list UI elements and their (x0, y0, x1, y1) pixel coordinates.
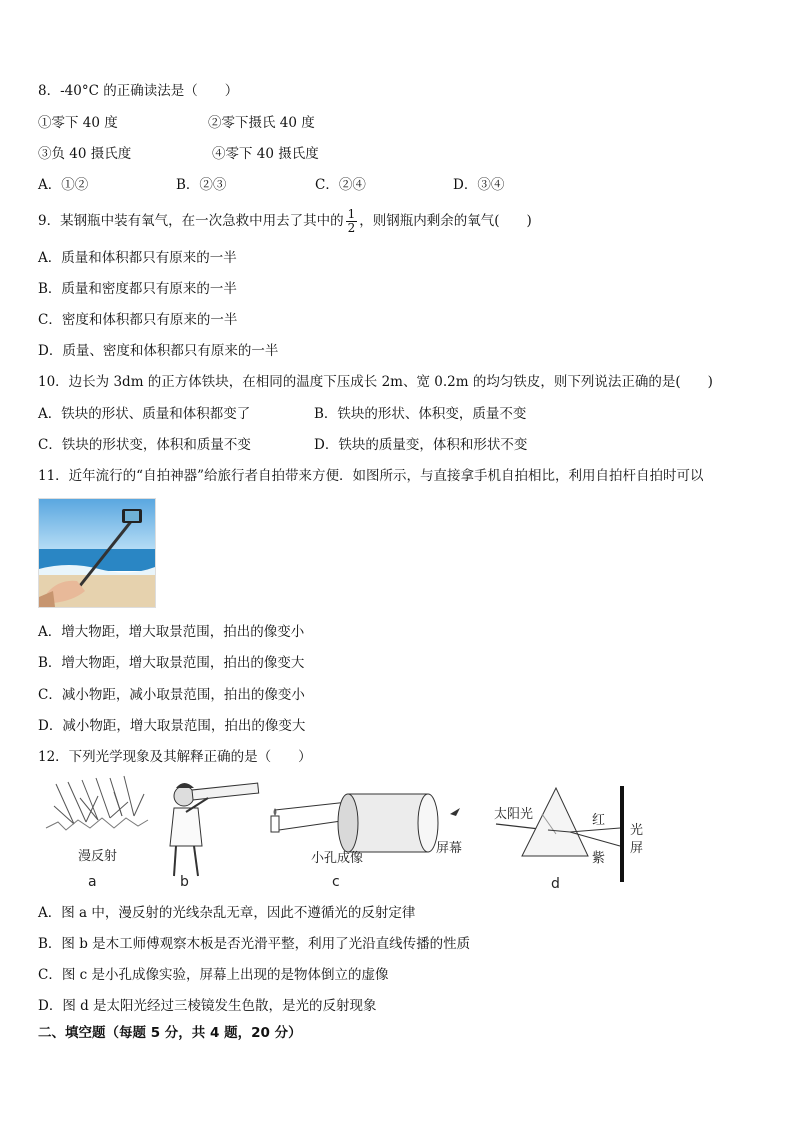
q8-item-2: ②零下摄氏 40 度 (208, 115, 315, 131)
figure-a-diffuse-reflection (46, 776, 148, 890)
q8-option-a: A．①② (38, 177, 89, 193)
label-letter-b: b (180, 874, 189, 890)
q8-item-1: ①零下 40 度 (38, 115, 118, 131)
label-red: 红 (592, 813, 606, 828)
figure-d-prism (494, 786, 643, 892)
label-letter-c: c (332, 874, 340, 890)
label-pinhole-imaging: 小孔成像 (311, 851, 364, 866)
q9-stem-after: ，则钢瓶内剩余的氧气( ) (359, 213, 532, 229)
q12-stem: 12．下列光学现象及其解释正确的是（ ） (38, 749, 312, 765)
q8-stem: 8．-40°C 的正确读法是（ ） (38, 83, 239, 99)
q8-item-4: ④零下 40 摄氏度 (212, 146, 319, 162)
label-letter-a: a (88, 874, 97, 890)
q12-option-c: C．图 c 是小孔成像实验，屏幕上出现的是物体倒立的虚像 (38, 967, 389, 983)
q9-option-c: C．密度和体积都只有原来的一半 (38, 312, 238, 328)
q10-option-d: D．铁块的质量变，体积和形状不变 (314, 437, 528, 453)
q8-option-b: B．②③ (176, 177, 227, 193)
label-diffuse-reflection: 漫反射 (78, 849, 118, 864)
q10-option-b: B．铁块的形状、体积变，质量不变 (314, 406, 527, 422)
q9-stem-before: 9．某钢瓶中装有氧气，在一次急救中用去了其中的 (38, 213, 344, 229)
q10-option-c: C．铁块的形状变，体积和质量不变 (38, 437, 251, 453)
q12-option-a: A．图 a 中，漫反射的光线杂乱无章，因此不遵循光的反射定律 (38, 905, 416, 921)
q9-fraction-denominator: 2 (347, 221, 356, 235)
q8-option-c: C．②④ (315, 177, 366, 193)
figure-b-carpenter (170, 783, 259, 890)
section-2-heading: 二、填空题（每题 5 分，共 4 题，20 分） (38, 1025, 302, 1041)
q10-stem: 10．边长为 3dm 的正方体铁块，在相同的温度下压成长 2m、宽 0.2m 的均匀铁皮，则下列说法正确的是( ) (38, 374, 713, 390)
q11-option-c: C．减小物距，减小取景范围，拍出的像变小 (38, 687, 305, 703)
q12-option-d: D．图 d 是太阳光经过三棱镜发生色散，是光的反射现象 (38, 998, 377, 1014)
label-screen: 屏幕 (436, 841, 463, 856)
figure-c-pinhole (271, 794, 462, 890)
label-purple: 紫 (592, 851, 606, 866)
q12-figure (36, 772, 676, 892)
label-sunlight: 太阳光 (494, 807, 534, 822)
q11-option-d: D．减小物距，增大取景范围，拍出的像变大 (38, 718, 306, 734)
q9-option-d: D．质量、密度和体积都只有原来的一半 (38, 343, 279, 359)
label-letter-d: d (551, 876, 560, 892)
q11-option-a: A．增大物距，增大取景范围，拍出的像变小 (38, 624, 305, 640)
q8-item-3: ③负 40 摄氏度 (38, 146, 132, 162)
label-light-screen-1: 光 (630, 823, 644, 838)
q9-stem (38, 206, 532, 236)
selfie-stick-illustration (39, 499, 155, 607)
label-light-screen-2: 屏 (630, 841, 644, 856)
selfie-stick-photo (38, 498, 156, 608)
q9-fraction-numerator: 1 (347, 207, 356, 221)
q11-stem: 11．近年流行的“自拍神器”给旅行者自拍带来方便．如图所示，与直接拿手机自拍相比，利用自拍杆自拍时可以 (38, 468, 704, 484)
q9-fraction (346, 208, 358, 235)
q12-option-b: B．图 b 是木工师傅观察木板是否光滑平整，利用了光沿直线传播的性质 (38, 936, 471, 952)
optics-diagram (36, 772, 676, 892)
q8-option-d: D．③④ (453, 177, 505, 193)
q9-option-b: B．质量和密度都只有原来的一半 (38, 281, 237, 297)
q11-option-b: B．增大物距，增大取景范围，拍出的像变大 (38, 655, 305, 671)
q10-option-a: A．铁块的形状、质量和体积都变了 (38, 406, 251, 422)
q9-option-a: A．质量和体积都只有原来的一半 (38, 250, 237, 266)
